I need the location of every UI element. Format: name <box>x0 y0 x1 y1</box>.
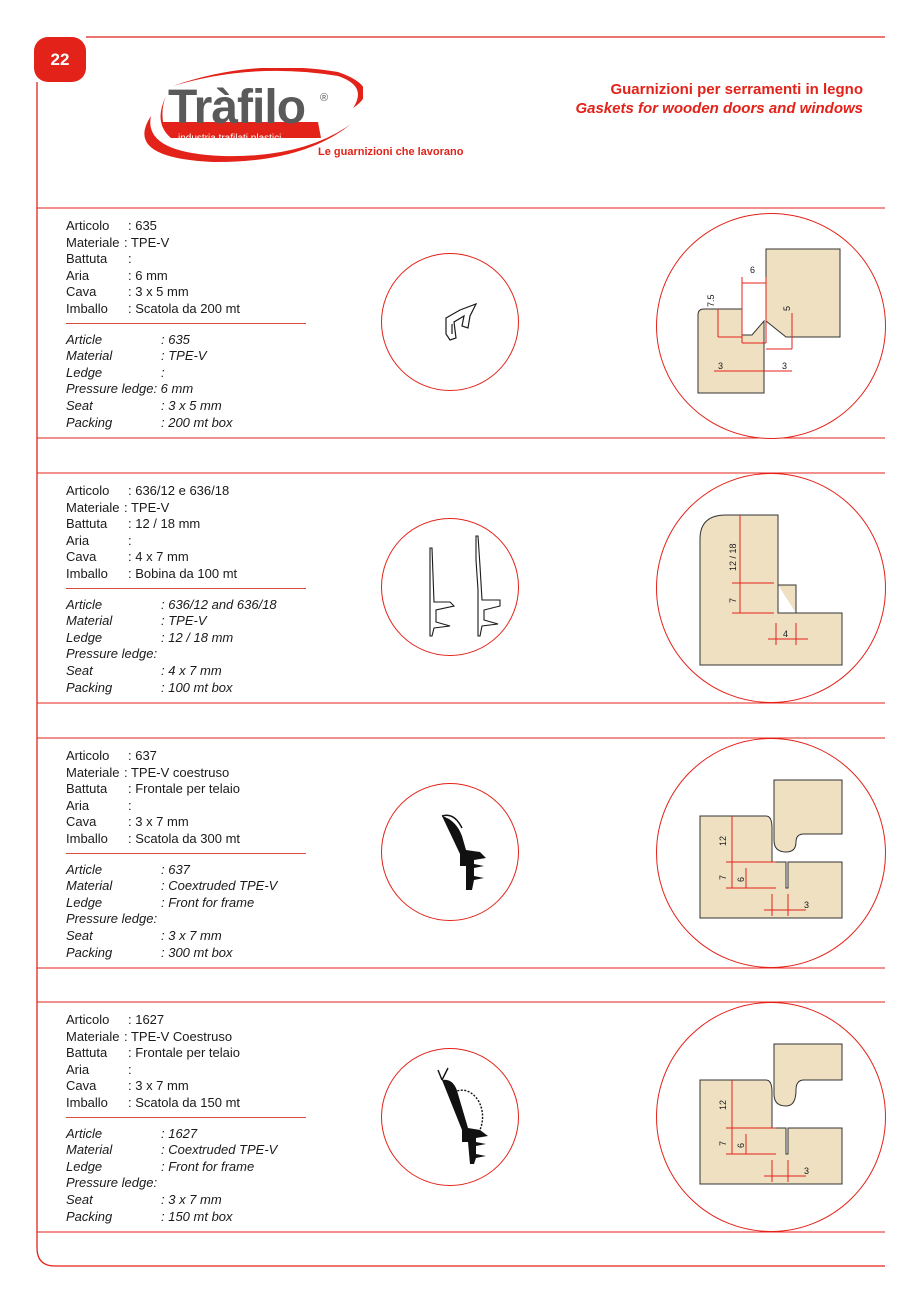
spec-key: Packing <box>66 944 113 960</box>
spec-row <box>66 284 306 301</box>
spec-row <box>66 268 306 285</box>
spec-value: : <box>128 797 132 813</box>
dimension-label: 12 <box>718 835 728 846</box>
brand-tagline: Le guarnizioni che lavorano <box>318 146 464 158</box>
spec-value: : Coextruded TPE-V <box>161 1142 278 1158</box>
spec-value: : <box>153 911 158 927</box>
gasket-635-profile <box>430 300 480 345</box>
spec-key: Packing <box>66 414 113 430</box>
spec-key: Imballo <box>66 830 108 846</box>
dimension-label: 7 <box>718 874 728 880</box>
spec-row <box>66 1029 306 1046</box>
spec-key: Seat <box>66 397 93 413</box>
dimension-label: 7.5 <box>706 294 716 307</box>
spec-value: : <box>128 251 132 267</box>
spec-key: Material <box>66 1142 113 1158</box>
spec-key: Imballo <box>66 300 108 316</box>
spec-value: : 6 mm <box>128 267 168 283</box>
spec-row <box>66 381 306 398</box>
spec-value: : 3 x 5 mm <box>128 284 189 300</box>
spec-value: : 635 <box>161 331 190 347</box>
spec-value: : Frontale per telaio <box>128 781 241 797</box>
spec-key: Cava <box>66 284 97 300</box>
spec-key: Articolo <box>66 1012 110 1027</box>
dimension-label: 6 <box>750 265 756 275</box>
spec-key: Imballo <box>66 1094 108 1110</box>
spec-row <box>66 597 306 614</box>
spec-key: Battuta <box>66 251 108 267</box>
spec-row <box>66 928 306 945</box>
spec-key: Materiale <box>66 1028 120 1044</box>
brand-subtitle: industria trafilati plastici <box>178 133 282 144</box>
spec-row <box>66 1095 306 1112</box>
spec-value: : 4 x 7 mm <box>128 549 189 565</box>
spec-key: Aria <box>66 532 90 548</box>
spec-row <box>66 218 306 235</box>
spec-key: Articolo <box>66 748 110 763</box>
spec-list <box>66 218 306 431</box>
spec-english-block <box>66 597 306 697</box>
spec-row <box>66 646 306 663</box>
spec-value: : TPE-V <box>161 348 207 364</box>
dimension-label: 3 <box>804 1166 810 1176</box>
spec-key: Battuta <box>66 781 108 797</box>
spec-value: : 636/12 and 636/18 <box>161 596 277 612</box>
spec-value: : 637 <box>128 748 157 763</box>
spec-row <box>66 398 306 415</box>
dimension-label: 3 <box>782 361 788 371</box>
spec-row <box>66 748 306 765</box>
spec-value: : Scatola da 150 mt <box>128 1094 241 1110</box>
spec-value: : 3 x 5 mm <box>161 397 222 413</box>
dimension-label: 12 / 18 <box>728 543 738 571</box>
spec-divider <box>66 1117 306 1118</box>
spec-value: : <box>161 364 165 380</box>
spec-row <box>66 765 306 782</box>
spec-row <box>66 251 306 268</box>
spec-row <box>66 1012 306 1029</box>
spec-row <box>66 630 306 647</box>
groove-section-637 <box>656 738 884 966</box>
dimension-label: 6 <box>736 1142 746 1148</box>
spec-row <box>66 533 306 550</box>
spec-row <box>66 1045 306 1062</box>
brand-name: Tràfilo <box>168 81 306 134</box>
dimension-label: 12 <box>718 1099 728 1110</box>
spec-value: : <box>153 646 158 662</box>
spec-row <box>66 862 306 879</box>
spec-value: : TPE-V coestruso <box>124 764 230 780</box>
spec-value: : 3 x 7 mm <box>128 1078 189 1094</box>
spec-list <box>66 483 306 696</box>
spec-english-block <box>66 1126 306 1226</box>
spec-value: : 4 x 7 mm <box>161 662 222 678</box>
spec-key: Article <box>66 1125 103 1141</box>
groove-section-636 <box>656 473 884 701</box>
spec-row <box>66 878 306 895</box>
registered-mark: ® <box>320 92 329 104</box>
spec-key: Pressure ledge <box>66 381 154 397</box>
groove-section-635 <box>656 213 884 437</box>
spec-value: : 1627 <box>128 1012 165 1027</box>
spec-key: Ledge <box>66 1158 103 1174</box>
spec-value: : Bobina da 100 mt <box>128 565 238 581</box>
spec-value: : Front for frame <box>161 1158 255 1174</box>
spec-row <box>66 365 306 382</box>
spec-row <box>66 945 306 962</box>
spec-row <box>66 831 306 848</box>
spec-row <box>66 566 306 583</box>
spec-value: : Scatola da 300 mt <box>128 830 241 846</box>
spec-value: : 3 x 7 mm <box>161 1191 222 1207</box>
spec-divider <box>66 853 306 854</box>
spec-key: Article <box>66 331 103 347</box>
spec-row <box>66 1192 306 1209</box>
spec-key: Packing <box>66 1208 113 1224</box>
spec-english-block <box>66 862 306 962</box>
spec-key: Articolo <box>66 483 110 498</box>
dimension-label: 6 <box>736 876 746 882</box>
spec-row <box>66 1175 306 1192</box>
spec-value: : TPE-V <box>124 234 170 250</box>
spec-row <box>66 781 306 798</box>
spec-key: Seat <box>66 1191 93 1207</box>
spec-value: : 150 mt box <box>161 1208 233 1224</box>
gasket-1627-profile <box>436 1066 500 1164</box>
spec-row <box>66 301 306 318</box>
spec-key: Pressure ledge <box>66 646 154 662</box>
spec-key: Article <box>66 596 103 612</box>
spec-row <box>66 1062 306 1079</box>
dimension-label: 4 <box>783 629 789 639</box>
spec-value: : <box>128 532 132 548</box>
page-title <box>575 80 863 118</box>
spec-row <box>66 1209 306 1226</box>
spec-value: : TPE-V <box>161 613 207 629</box>
spec-value: : TPE-V Coestruso <box>124 1028 233 1044</box>
groove-section-1627 <box>656 1002 884 1230</box>
spec-key: Material <box>66 878 113 894</box>
spec-key: Pressure ledge <box>66 911 154 927</box>
spec-row <box>66 895 306 912</box>
spec-value: : <box>153 1175 158 1191</box>
spec-key: Material <box>66 613 113 629</box>
spec-value: : 637 <box>161 861 190 877</box>
gasket-636-profile <box>420 530 500 642</box>
spec-row <box>66 798 306 815</box>
spec-row <box>66 348 306 365</box>
spec-value: : 12 / 18 mm <box>128 516 201 532</box>
spec-row <box>66 500 306 517</box>
spec-key: Ledge <box>66 894 103 910</box>
spec-key: Aria <box>66 1061 90 1077</box>
spec-key: Pressure ledge <box>66 1175 154 1191</box>
spec-key: Cava <box>66 1078 97 1094</box>
spec-row <box>66 235 306 252</box>
spec-key: Cava <box>66 814 97 830</box>
spec-value: : 300 mt box <box>161 944 233 960</box>
spec-row <box>66 1078 306 1095</box>
dimension-label: 7 <box>728 597 738 603</box>
spec-key: Article <box>66 861 103 877</box>
spec-row <box>66 1142 306 1159</box>
page-title-it: Guarnizioni per serramenti in legno <box>610 81 863 98</box>
spec-key: Aria <box>66 267 90 283</box>
spec-value: : Frontale per telaio <box>128 1045 241 1061</box>
spec-value: : 3 x 7 mm <box>128 814 189 830</box>
spec-key: Materiale <box>66 499 120 515</box>
spec-key: Packing <box>66 679 113 695</box>
page-number-badge: 22 <box>34 37 86 82</box>
spec-key: Ledge <box>66 629 103 645</box>
spec-key: Cava <box>66 549 97 565</box>
spec-key: Materiale <box>66 764 120 780</box>
spec-row <box>66 911 306 928</box>
spec-row <box>66 613 306 630</box>
spec-key: Battuta <box>66 516 108 532</box>
spec-key: Aria <box>66 797 90 813</box>
spec-row <box>66 332 306 349</box>
spec-row <box>66 663 306 680</box>
gasket-637-profile <box>436 806 496 894</box>
spec-value: : Coextruded TPE-V <box>161 878 278 894</box>
dimension-label: 3 <box>804 900 810 910</box>
spec-english-block <box>66 332 306 432</box>
spec-value: : Front for frame <box>161 894 255 910</box>
spec-divider <box>66 588 306 589</box>
spec-value: : 636/12 e 636/18 <box>128 483 230 498</box>
spec-value: : 100 mt box <box>161 679 233 695</box>
spec-key: Battuta <box>66 1045 108 1061</box>
spec-key: Ledge <box>66 364 103 380</box>
spec-row <box>66 549 306 566</box>
spec-value: : 635 <box>128 218 157 233</box>
spec-key: Seat <box>66 927 93 943</box>
spec-value: : 6 mm <box>153 381 194 397</box>
spec-row <box>66 1159 306 1176</box>
spec-key: Material <box>66 348 113 364</box>
spec-list <box>66 1012 306 1225</box>
spec-row <box>66 516 306 533</box>
dimension-label: 7 <box>718 1140 728 1146</box>
dimension-label: 3 <box>718 361 724 371</box>
page-title-en: Gaskets for wooden doors and windows <box>575 100 863 117</box>
spec-row <box>66 814 306 831</box>
spec-key: Imballo <box>66 565 108 581</box>
spec-row <box>66 415 306 432</box>
spec-value: : 3 x 7 mm <box>161 927 222 943</box>
spec-value: : 200 mt box <box>161 414 233 430</box>
spec-row <box>66 483 306 500</box>
spec-value: : Scatola da 200 mt <box>128 300 241 316</box>
spec-key: Materiale <box>66 234 120 250</box>
spec-key: Articolo <box>66 218 110 233</box>
spec-divider <box>66 323 306 324</box>
spec-value: : 12 / 18 mm <box>161 629 234 645</box>
spec-key: Seat <box>66 662 93 678</box>
spec-value: : TPE-V <box>124 499 170 515</box>
spec-value: : <box>128 1061 132 1077</box>
spec-row <box>66 1126 306 1143</box>
spec-value: : 1627 <box>161 1125 198 1141</box>
dimension-label: 5 <box>782 305 792 311</box>
spec-list <box>66 748 306 961</box>
spec-row <box>66 680 306 697</box>
